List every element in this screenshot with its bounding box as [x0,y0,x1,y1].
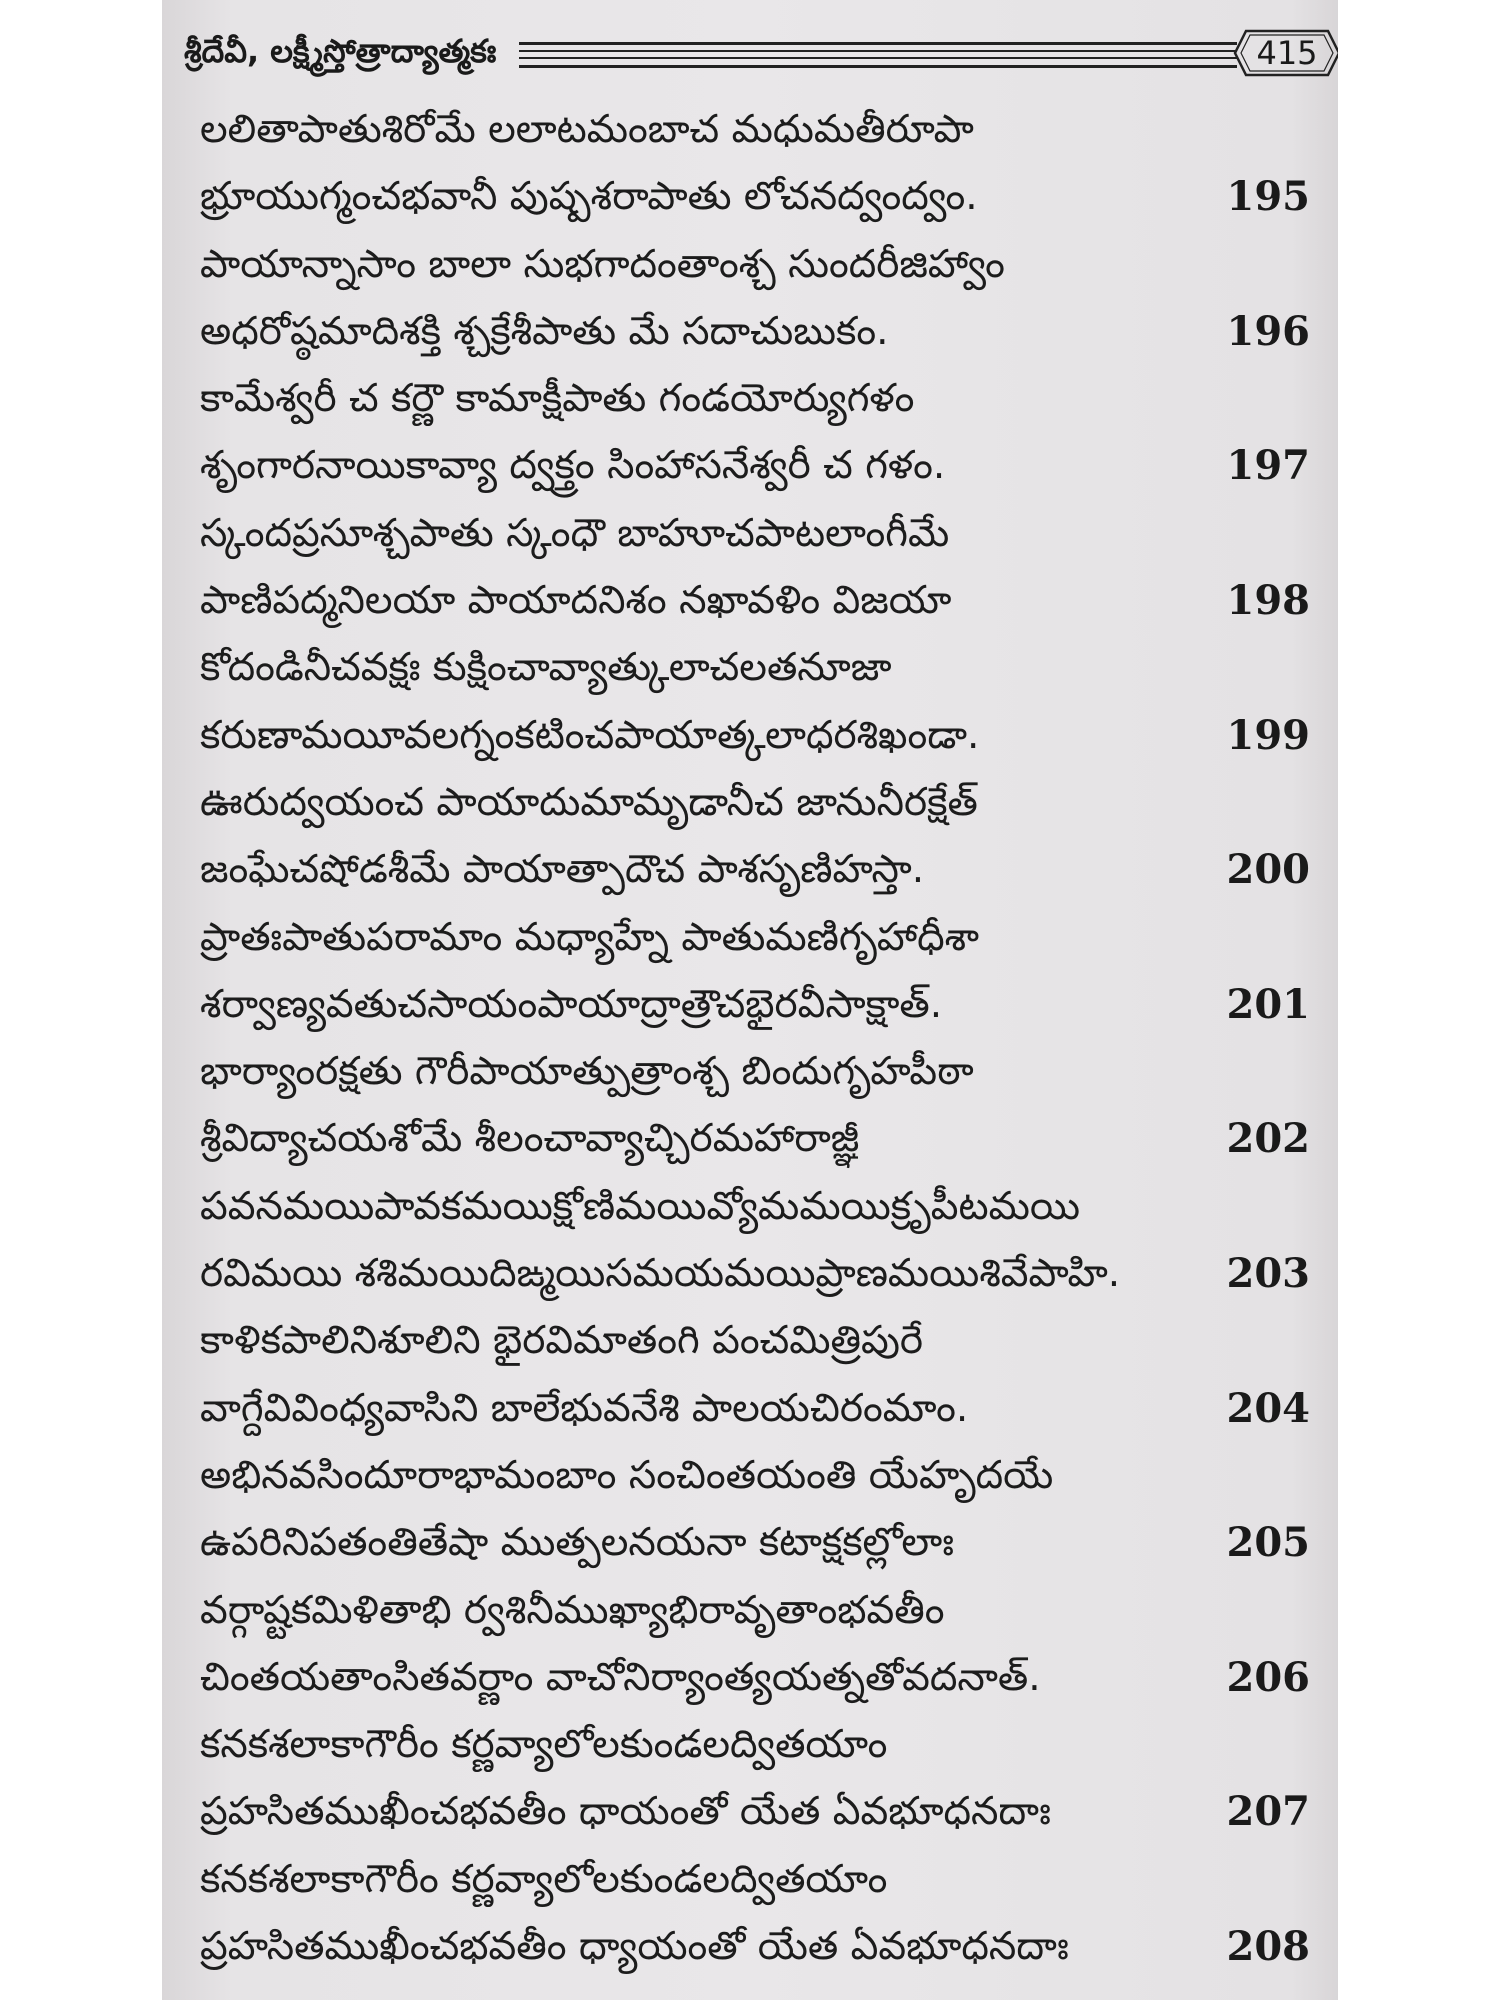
verse-number: 204 [1226,1384,1310,1432]
verse-line-1: ప్రాతఃపాతుపరామాం మధ్యాహ్నే పాతుమణిగృహాధీశా [200,914,980,960]
verse-line-2: రవిమయి శశిమయిదిఙ్మయిసమయమయిప్రాణమయిశివేపాహి. [200,1251,1121,1297]
verse [200,500,1310,635]
verse [200,634,1310,769]
verse-number: 206 [1226,1653,1310,1701]
verse-number: 201 [1226,980,1310,1028]
verse-line-2: జంఘేచషోడశీమే పాయాత్పాదౌచ పాశసృణిహస్తా. [200,847,925,893]
verse-number: 197 [1226,442,1310,490]
verse-number: 195 [1226,173,1310,221]
verse-number: 199 [1226,711,1310,759]
verse-line-2: శృంగారనాయికావ్యా ద్వక్త్రం సింహాసనేశ్వరీ చ గళం. [200,443,946,489]
book-page [162,0,1338,2000]
verse-line-2: శ్రీవిద్యాచయశోమే శీలంచావ్యాచ్చిరమహారాజ్ఞీ [200,1116,860,1162]
verse-line-2: ప్రహసితముఖీంచభవతీం ధ్యాయంతో యేత ఏవభూధనదాః [200,1924,1069,1970]
verse-line-1: అభినవసిందూరాభామంబాం సంచింతయంతి యేహృదయే [200,1452,1054,1498]
verse-line-1: కనకశలాకాగౌరీం కర్ణవ్యాలోలకుండలద్వితయాం [200,1722,888,1768]
verse [200,1307,1310,1442]
verse-line-2: పాణిపద్మనిలయా పాయాదనిశం నఖావళిం విజయా [200,578,952,624]
verse-line-2: అధరోష్ఠమాదిశక్తి శ్చక్రేశీపాతు మే సదాచుబుకం. [200,308,889,354]
verse-number: 196 [1226,307,1310,355]
verse [200,769,1310,904]
verse-line-1: స్కందప్రసూశ్చపాతు స్కంధౌ బాహూచపాటలాంగీమే [200,510,950,556]
verse [200,1846,1310,1981]
verse-line-1: కాళికపాలినిశూలిని భైరవిమాతంగి పంచమిత్రిపురే [200,1318,924,1364]
verse-line-1: కామేశ్వరీ చ కర్ణౌ కామాక్షీపాతు గండయోర్యుగళం [200,376,915,422]
verse-number: 205 [1226,1519,1310,1567]
verse-line-2: వాగ్దేవివింధ్యవాసిని బాలేభువనేశి పాలయచిరంమాం. [200,1385,969,1431]
page-number: 415 [1256,34,1318,72]
verse-number: 200 [1226,846,1310,894]
verse-line-2: చింతయతాంసితవర్ణాం వాచోనిర్యాంత్యయత్నతోవదనాత్. [200,1654,1041,1700]
verse-line-2: కరుణామయీవలగ్నంకటించపాయాత్కలాధరశిఖండా. [200,712,980,758]
page-number-badge [1232,28,1338,78]
verse [200,96,1310,231]
verse-line-1: లలితాపాతుశిరోమే లలాటమంబాచ మధుమతీరూపా [200,107,974,152]
verse-number: 203 [1226,1250,1310,1298]
verse-line-1: పవనమయిపావకమయిక్షోణిమయివ్యోమమయిక్రృపీటమయి [200,1183,1080,1229]
header-title: శ్రీదేవీ, లక్ష్మీస్తోత్రాద్యాత్మకః [184,32,497,70]
verse-line-2: ఉపరినిపతంతితేషా ముత్పలనయనా కటాక్షకల్లోలాః [200,1520,955,1566]
verse-number: 202 [1226,1115,1310,1163]
verse [200,1442,1310,1577]
verse-list [200,96,1310,1980]
page-header [184,28,1334,84]
verse-line-1: పాయాన్నాసాం బాలా సుభగాదంతాంశ్చ సుందరీజిహ్వాం [200,241,1005,287]
verse [200,1173,1310,1308]
verse-line-2: భ్రూయుగ్మంచభవానీ పుష్పశరాపాతు లోచనద్వంద్వం. [200,174,978,220]
verse [200,904,1310,1039]
verse [200,1577,1310,1712]
verse [200,231,1310,366]
verse-line-1: భార్యాంరక్షతు గౌరీపాయాత్పుత్రాంశ్చ బిందుగృహపీఠా [200,1049,974,1095]
header-rule [519,42,1237,68]
verse [200,1711,1310,1846]
verse-line-1: వర్గాష్టకమిళితాభి ర్వశినీముఖ్యాభిరావృతాంభవతీం [200,1587,945,1633]
verse-number: 208 [1226,1923,1310,1971]
verse-line-1: కోదండినీచవక్షః కుక్షించావ్యాత్కులాచలతనూజా [200,645,892,691]
verse-line-2: శర్వాణ్యవతుచసాయంపాయాద్రాత్రౌచభైరవీసాక్షాత్. [200,981,943,1027]
verse-number: 198 [1226,577,1310,625]
verse-line-2: ప్రహసితముఖీంచభవతీం ధాయంతో యేత ఏవభూధనదాః [200,1789,1051,1835]
verse [200,1038,1310,1173]
verse [200,365,1310,500]
verse-number: 207 [1226,1788,1310,1836]
verse-line-1: ఊరుద్వయంచ పాయాదుమామృడానీచ జానునీరక్షేత్ [200,779,978,825]
verse-line-1: కనకశలాకాగౌరీం కర్ణవ్యాలోలకుండలద్వితయాం [200,1856,888,1902]
